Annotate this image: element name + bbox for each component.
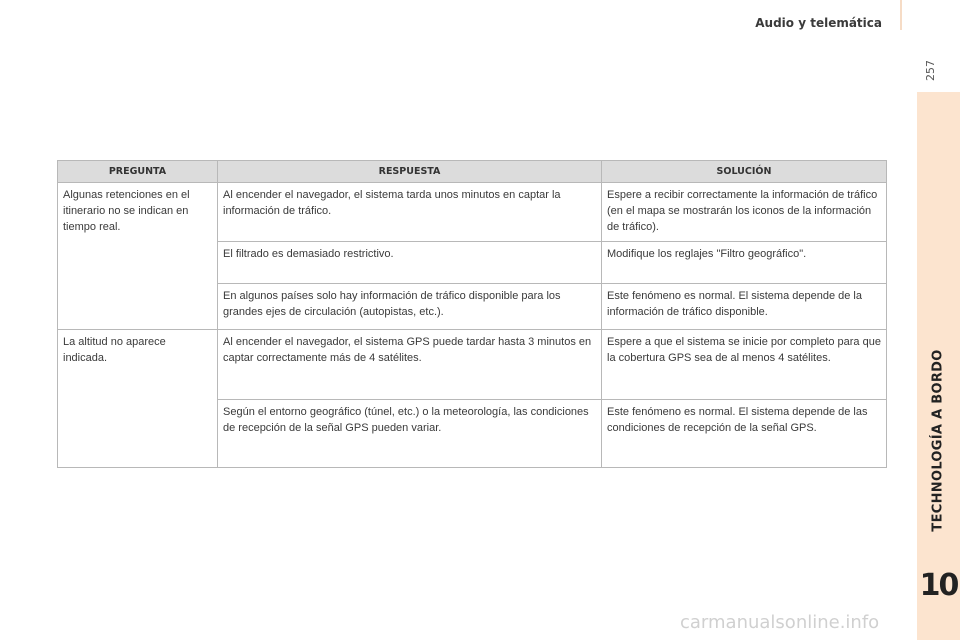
solution-cell: Modifique los reglajes "Filtro geográfico". bbox=[602, 242, 887, 284]
watermark: carmanualsonline.info bbox=[680, 612, 880, 633]
answer-cell: En algunos países solo hay información de tráfico disponible para los grandes ejes de circulación (autopistas, etc.). bbox=[218, 284, 602, 330]
solution-cell: Este fenómeno es normal. El sistema depende de las condiciones de recepción de la señal GPS. bbox=[602, 400, 887, 468]
page-number-label: 257 bbox=[923, 59, 937, 81]
table-header-row bbox=[58, 161, 887, 183]
column-header-answer: RESPUESTA bbox=[218, 161, 602, 183]
chapter-section-tab bbox=[917, 320, 960, 560]
solution-cell: Espere a que el sistema se inicie por completo para que la cobertura GPS sea de al menos 4 satélites. bbox=[602, 330, 887, 400]
page-header-title: Audio y telemática bbox=[755, 16, 882, 30]
header-divider bbox=[900, 0, 902, 30]
table-row bbox=[58, 330, 887, 400]
answer-cell: Al encender el navegador, el sistema tarda unos minutos en captar la información de tráfico. bbox=[218, 183, 602, 242]
page-number bbox=[922, 58, 938, 82]
column-header-solution: SOLUCIÓN bbox=[602, 161, 887, 183]
answer-cell: El filtrado es demasiado restrictivo. bbox=[218, 242, 602, 284]
question-cell: Algunas retenciones en el itinerario no se indican en tiempo real. bbox=[58, 183, 218, 330]
solution-cell: Este fenómeno es normal. El sistema depende de la información de tráfico disponible. bbox=[602, 284, 887, 330]
column-header-question: PREGUNTA bbox=[58, 161, 218, 183]
chapter-number: 10 bbox=[919, 567, 958, 603]
troubleshooting-table bbox=[57, 160, 887, 468]
chapter-section-title: TECHNOLOGÍA A BORDO bbox=[931, 348, 947, 532]
answer-cell: Al encender el navegador, el sistema GPS puede tardar hasta 3 minutos en captar correctamente más de 4 satélites. bbox=[218, 330, 602, 400]
answer-cell: Según el entorno geográfico (túnel, etc.) o la meteorología, las condiciones de recepción de la señal GPS pueden variar. bbox=[218, 400, 602, 468]
question-cell: La altitud no aparece indicada. bbox=[58, 330, 218, 468]
solution-cell: Espere a recibir correctamente la información de tráfico (en el mapa se mostrarán los iconos de la información de tráfico). bbox=[602, 183, 887, 242]
table-row bbox=[58, 183, 887, 242]
